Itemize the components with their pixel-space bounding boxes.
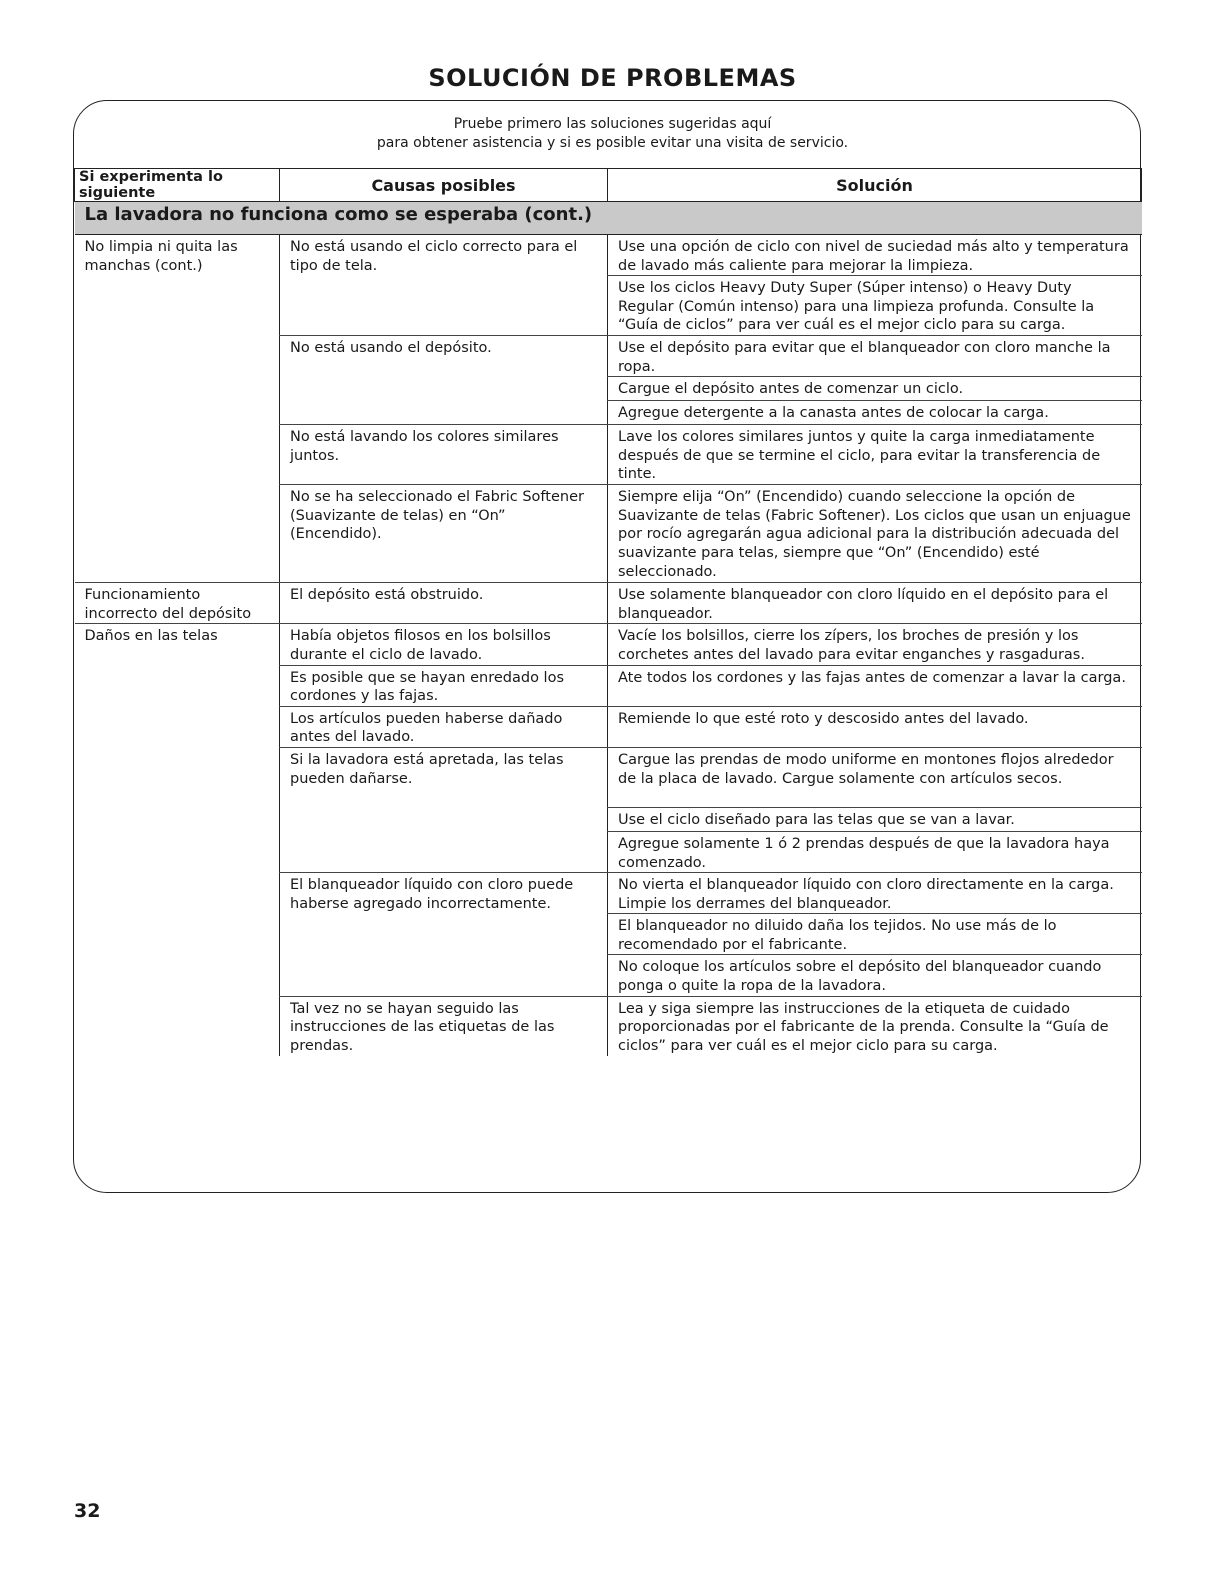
cause-cell: Había objetos filosos en los bolsillos durante el ciclo de lavado. (280, 624, 608, 665)
solution-cell: El blanqueador no diluido daña los tejidos. No use más de lo recomendado por el fabricante. (608, 914, 1142, 955)
solution-cell: No coloque los artículos sobre el depósito del blanqueador cuando ponga o quite la ropa de la lavadora. (608, 955, 1142, 996)
cause-cell: Es posible que se hayan enredado los cordones y las fajas. (280, 665, 608, 706)
table-header-row (75, 169, 1142, 202)
solution-cell: Vacíe los bolsillos, cierre los zípers, los broches de presión y los corchetes antes del lavado para evitar enganches y rasgaduras. (608, 624, 1142, 665)
cause-cell: Los artículos pueden haberse dañado antes del lavado. (280, 706, 608, 747)
troubleshooting-table (74, 168, 1142, 1056)
page-title: SOLUCIÓN DE PROBLEMAS (428, 64, 797, 92)
problem-cell: Funcionamiento incorrecto del depósito (75, 583, 280, 624)
problem-cell: No limpia ni quita las manchas (cont.) (75, 235, 280, 583)
cause-cell: El blanqueador líquido con cloro puede haberse agregado incorrectamente. (280, 873, 608, 997)
section-row (75, 202, 1142, 235)
solution-cell: Agregue detergente a la canasta antes de colocar la carga. (608, 401, 1142, 425)
solution-cell: Use los ciclos Heavy Duty Super (Súper intenso) o Heavy Duty Regular (Común intenso) para una limpieza profunda. Consulte la “Guía de ciclos” para ver cuál es el mejor ciclo para su carga. (608, 276, 1142, 336)
cause-cell: No está usando el depósito. (280, 335, 608, 424)
table-row (75, 235, 1142, 276)
solution-cell: Agregue solamente 1 ó 2 prendas después de que la lavadora haya comenzado. (608, 831, 1142, 872)
cause-cell: Si la lavadora está apretada, las telas pueden dañarse. (280, 747, 608, 872)
solution-cell: Ate todos los cordones y las fajas antes de comenzar a lavar la carga. (608, 665, 1142, 706)
cause-cell: No se ha seleccionado el Fabric Softener (Suavizante de telas) en “On” (Encendido). (280, 485, 608, 583)
cause-cell: No está lavando los colores similares juntos. (280, 425, 608, 485)
cause-cell: Tal vez no se hayan seguido las instrucciones de las etiquetas de las prendas. (280, 996, 608, 1056)
cause-cell: No está usando el ciclo correcto para el tipo de tela. (280, 235, 608, 336)
cause-cell: El depósito está obstruido. (280, 583, 608, 624)
solution-cell: Use una opción de ciclo con nivel de suciedad más alto y temperatura de lavado más caliente para mejorar la limpieza. (608, 235, 1142, 276)
page-number: 32 (74, 1500, 101, 1522)
solution-cell: Cargue el depósito antes de comenzar un ciclo. (608, 377, 1142, 401)
section-heading: La lavadora no funciona como se esperaba (cont.) (75, 202, 1142, 235)
solution-cell: Remiende lo que esté roto y descosido antes del lavado. (608, 706, 1142, 747)
header-problem: Si experimenta lo siguiente (75, 169, 280, 202)
problem-cell: Daños en las telas (75, 624, 280, 1056)
solution-cell: Use el ciclo diseñado para las telas que se van a lavar. (608, 807, 1142, 831)
solution-cell: Use el depósito para evitar que el blanqueador con cloro manche la ropa. (608, 335, 1142, 376)
table-row (75, 624, 1142, 665)
solution-cell: Lave los colores similares juntos y quite la carga inmediatamente después de que se termine el ciclo, para evitar la transferencia de tinte. (608, 425, 1142, 485)
header-causes: Causas posibles (280, 169, 608, 202)
intro-line-1: Pruebe primero las soluciones sugeridas aquí (453, 116, 772, 132)
solution-cell: Use solamente blanqueador con cloro líquido en el depósito para el blanqueador. (608, 583, 1142, 624)
intro-text (0, 115, 1225, 153)
solution-cell: No vierta el blanqueador líquido con cloro directamente en la carga. Limpie los derrames del blanqueador. (608, 873, 1142, 914)
intro-line-2: para obtener asistencia y si es posible evitar una visita de servicio. (376, 135, 849, 151)
table-row (75, 583, 1142, 624)
header-solution: Solución (608, 169, 1142, 202)
solution-cell: Siempre elija “On” (Encendido) cuando seleccione la opción de Suavizante de telas (Fabric Softener). Los ciclos que usan un enjuague por rocío agregarán agua adicional para la distribución adecuada del suavizante para telas, siempre que “On” (Encendido) esté seleccionado. (608, 485, 1142, 583)
solution-cell: Cargue las prendas de modo uniforme en montones flojos alrededor de la placa de lavado. Cargue solamente con artículos secos. (608, 747, 1142, 807)
solution-cell: Lea y siga siempre las instrucciones de la etiqueta de cuidado proporcionadas por el fabricante de la prenda. Consulte la “Guía de ciclos” para ver cuál es el mejor ciclo para su carga. (608, 996, 1142, 1056)
